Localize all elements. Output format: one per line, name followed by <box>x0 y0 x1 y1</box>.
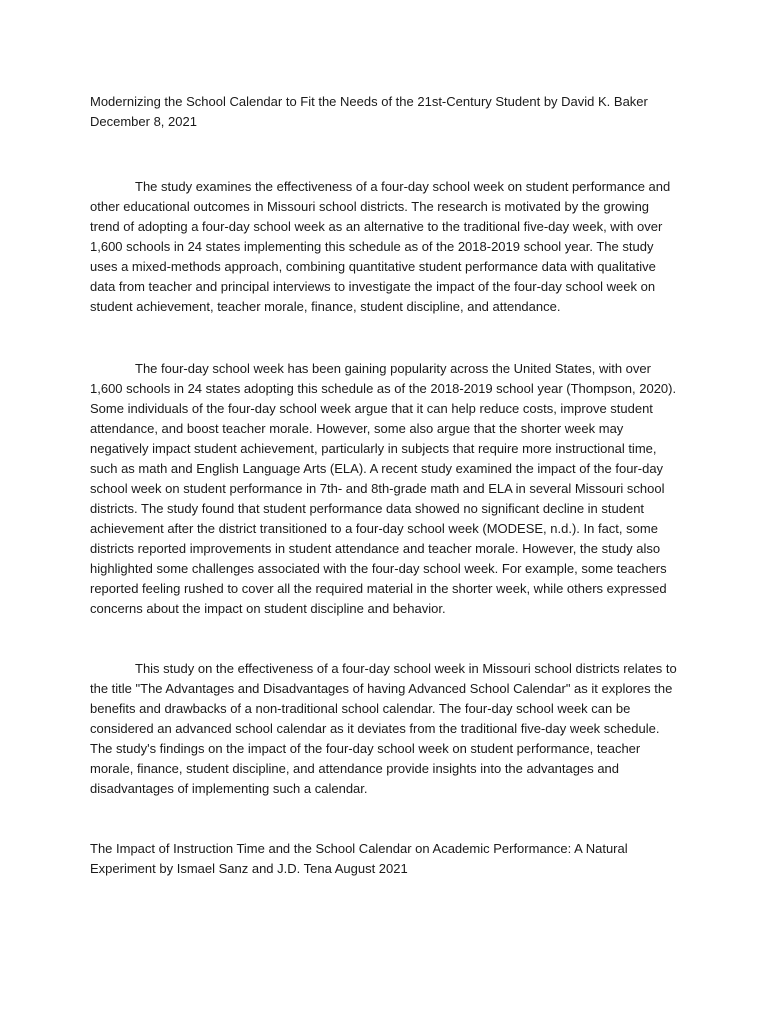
source-2-title-line-2: Experiment by Ismael Sanz and J.D. Tena August 2021 <box>90 861 408 876</box>
source-2-heading <box>90 839 680 879</box>
source-1-title: Modernizing the School Calendar to Fit the Needs of the 21st-Century Student by David K. Baker <box>90 94 648 109</box>
source-1-date: December 8, 2021 <box>90 114 197 129</box>
source-2-title-line-1: The Impact of Instruction Time and the School Calendar on Academic Performance: A Natural <box>90 841 628 856</box>
paragraph-3: This study on the effectiveness of a four-day school week in Missouri school districts relates to the title "The Advantages and Disadvantages of having Advanced School Calendar" as it explores the benefits and drawbacks of a non-traditional school calendar. The four-day school week can be considered an advanced school calendar as it deviates from the traditional five-day week schedule. The study's findings on the impact of the four-day school week on student performance, teacher morale, finance, student discipline, and attendance provide insights into the advantages and disadvantages of implementing such a calendar. <box>90 661 677 796</box>
source-1-heading <box>90 92 680 132</box>
paragraph-1: The study examines the effectiveness of a four-day school week on student performance and other educational outcomes in Missouri school districts. The research is motivated by the growing trend of adopting a four-day school week as an alternative to the traditional five-day week, with over 1,600 schools in 24 states implementing this schedule as of the 2018-2019 school year. The study uses a mixed-methods approach, combining quantitative student performance data with qualitative data from teacher and principal interviews to investigate the impact of the four-day school week on student achievement, teacher morale, finance, student discipline, and attendance. <box>90 179 671 314</box>
document-page <box>90 92 680 879</box>
paragraph-2: The four-day school week has been gaining popularity across the United States, with over 1,600 schools in 24 states adopting this schedule as of the 2018-2019 school year (Thompson, 2020). Some individuals of the four-day school week argue that it can help reduce costs, improve student attendance, and boost teacher morale. However, some also argue that the shorter week may negatively impact student achievement, particularly in subjects that require more instructional time, such as math and English Language Arts (ELA). A recent study examined the impact of the four-day school week on student performance in 7th- and 8th-grade math and ELA in several Missouri school districts. The study found that student performance data showed no significant decline in student achievement after the district transitioned to a four-day school week (MODESE, n.d.). In fact, some districts reported improvements in student attendance and teacher morale. However, the study also highlighted some challenges associated with the four-day school week. For example, some teachers reported feeling rushed to cover all the required material in the shorter week, while others expressed concerns about the impact on student discipline and behavior. <box>90 361 677 616</box>
